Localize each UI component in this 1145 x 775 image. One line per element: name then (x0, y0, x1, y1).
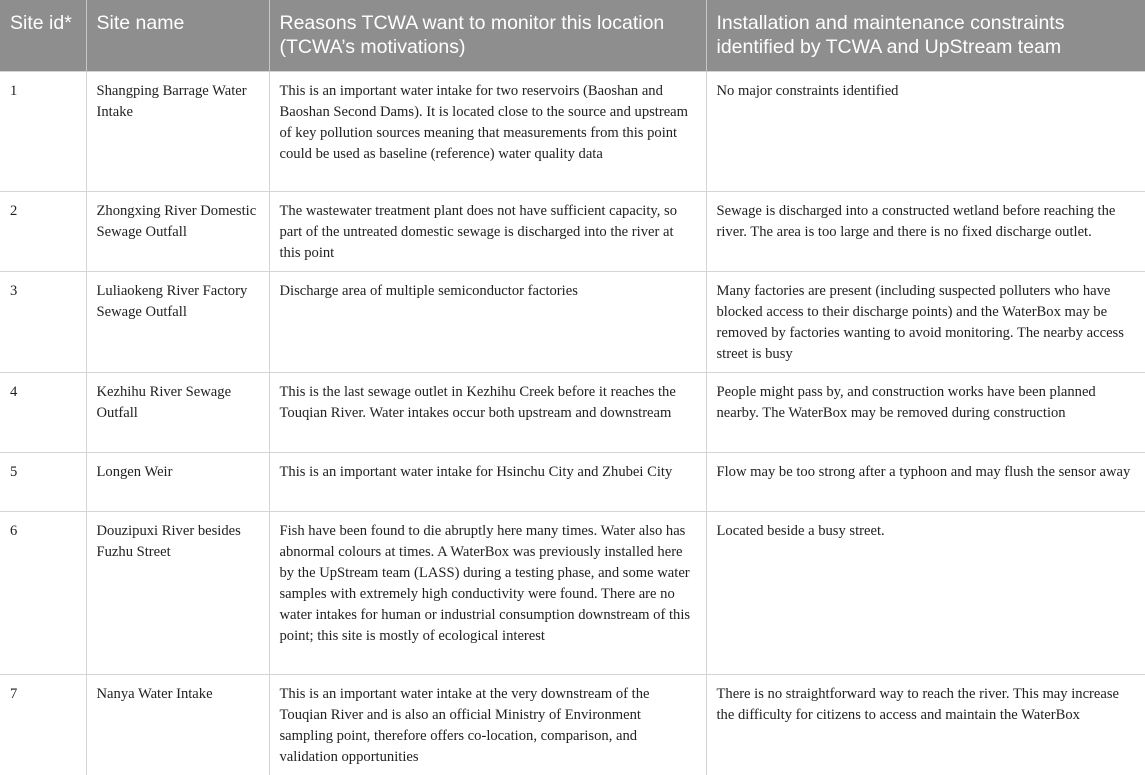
cell-constraint: There is no straightforward way to reach the river. This may increase the difficulty for citizens to access and maintain the WaterBox (706, 674, 1145, 775)
table-header (0, 0, 1145, 71)
header-site-id: Site id* (10, 12, 72, 34)
cell-reason: This is an important water intake for Hsinchu City and Zhubei City (269, 452, 706, 511)
header-site-name: Site name (86, 0, 269, 71)
cell-constraint: Many factories are present (including suspected polluters who have blocked access to their discharge points) and the WaterBox may be removed by factories wanting to avoid monitoring. The nearby access street is busy (706, 271, 1145, 372)
cell-reason: Fish have been found to die abruptly here many times. Water also has abnormal colours at times. A WaterBox was previously installed here by the UpStream team (LASS) during a testing phase, and some water samples with extremely high conductivity were found. There are no water intakes for human or industrial consumption downstream of this point; this site is mostly of ecological interest (269, 511, 706, 674)
cell-reason: This is the last sewage outlet in Kezhihu Creek before it reaches the Touqian River. Water intakes occur both upstream and downstream (269, 372, 706, 452)
table-row (0, 191, 1145, 271)
cell-site-name: Zhongxing River Domestic Sewage Outfall (86, 191, 269, 271)
table-row (0, 452, 1145, 511)
cell-site-id: 3 (0, 271, 86, 372)
cell-site-name: Shangping Barrage Water Intake (86, 71, 269, 191)
cell-reason: The wastewater treatment plant does not have sufficient capacity, so part of the untreated domestic sewage is discharged into the river at this point (269, 191, 706, 271)
cell-site-name: Nanya Water Intake (86, 674, 269, 775)
cell-site-id: 1 (0, 71, 86, 191)
cell-site-name: Kezhihu River Sewage Outfall (86, 372, 269, 452)
cell-constraint: Flow may be too strong after a typhoon and may flush the sensor away (706, 452, 1145, 511)
header-row (0, 0, 1145, 71)
cell-site-name: Douzipuxi River besides Fuzhu Street (86, 511, 269, 674)
cell-constraint: Sewage is discharged into a constructed wetland before reaching the river. The area is too large and there is no fixed discharge outlet. (706, 191, 1145, 271)
cell-site-id: 6 (0, 511, 86, 674)
cell-reason: This is an important water intake at the very downstream of the Touqian River and is also an official Ministry of Environment sampling point, therefore offers co-location, comparison, and validation opportunities (269, 674, 706, 775)
cell-constraint: No major constraints identified (706, 71, 1145, 191)
cell-site-id: 2 (0, 191, 86, 271)
cell-site-id: 4 (0, 372, 86, 452)
cell-constraint: People might pass by, and construction works have been planned nearby. The WaterBox may be removed during construction (706, 372, 1145, 452)
cell-constraint: Located beside a busy street. (706, 511, 1145, 674)
cell-reason: Discharge area of multiple semiconductor factories (269, 271, 706, 372)
table-row (0, 71, 1145, 191)
table-row (0, 372, 1145, 452)
cell-site-id: 5 (0, 452, 86, 511)
table-body (0, 71, 1145, 775)
cell-site-name: Luliaokeng River Factory Sewage Outfall (86, 271, 269, 372)
table-row (0, 271, 1145, 372)
cell-site-name: Longen Weir (86, 452, 269, 511)
table-row (0, 674, 1145, 775)
header-reasons: Reasons TCWA want to monitor this location (TCWA’s motivations) (269, 0, 706, 71)
header-constraints: Installation and maintenance constraints identified by TCWA and UpStream team (706, 0, 1145, 71)
cell-site-id: 7 (0, 674, 86, 775)
cell-reason: This is an important water intake for two reservoirs (Baoshan and Baoshan Second Dams). It is located close to the source and upstream of key pollution sources meaning that measurements from this point could be used as baseline (reference) water quality data (269, 71, 706, 191)
table-row (0, 511, 1145, 674)
